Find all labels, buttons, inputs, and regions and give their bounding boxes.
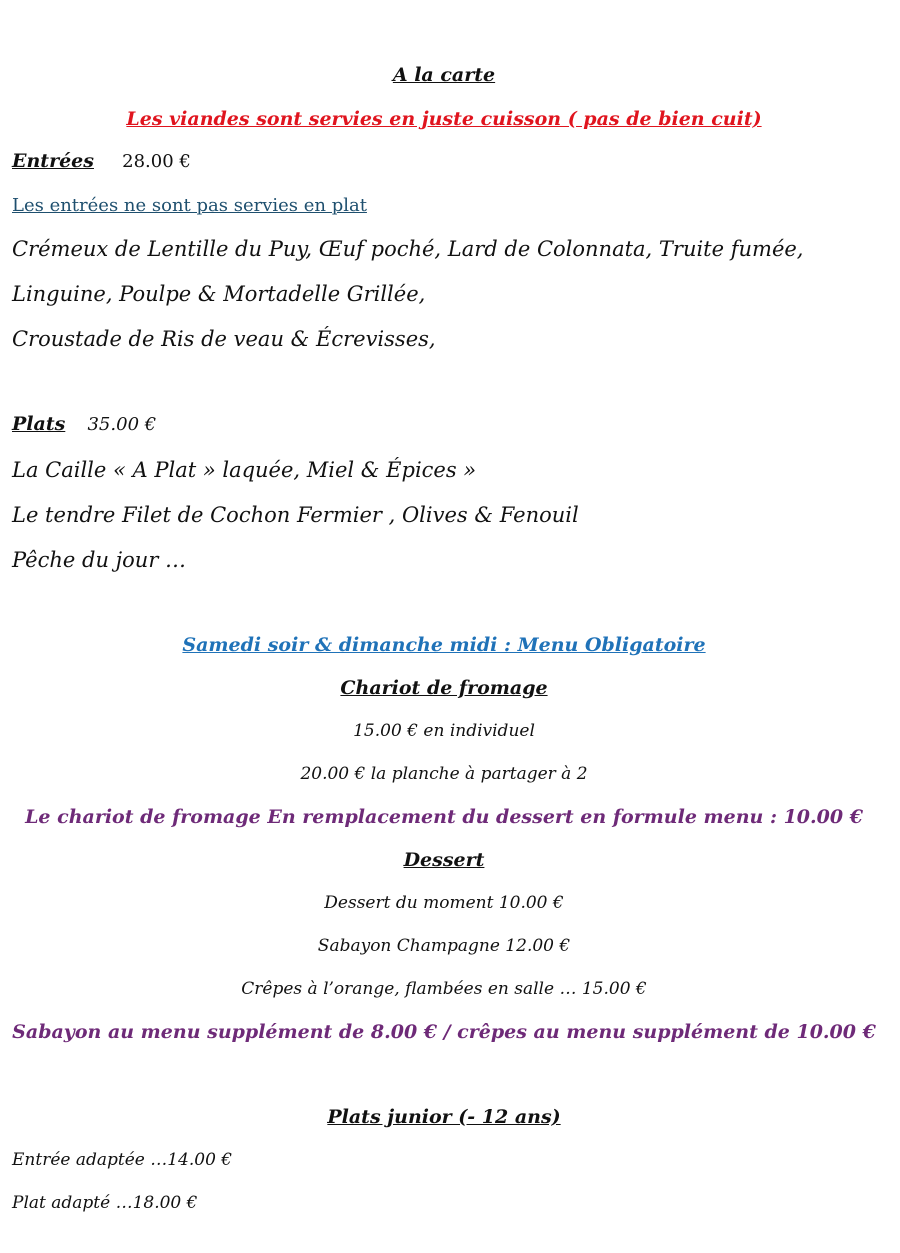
dessert-item: Sabayon Champagne 12.00 €	[317, 936, 571, 956]
dessert-heading: Dessert	[403, 849, 485, 871]
weekend-notice: Samedi soir & dimanche midi : Menu Obligatoire	[182, 634, 706, 656]
dessert-supplement: Sabayon au menu supplément de 8.00 € / crêpes au menu supplément de 10.00 €	[12, 1021, 876, 1043]
plat-item: La Caille « A Plat » laquée, Miel & Épices »	[12, 458, 477, 482]
dessert-item: Dessert du moment 10.00 €	[324, 893, 564, 913]
entree-item: Linguine, Poulpe & Mortadelle Grillée,	[12, 282, 426, 306]
junior-item: Plat adapté …18.00 €	[12, 1193, 198, 1213]
page-title: A la carte	[392, 64, 496, 86]
plat-item: Le tendre Filet de Cochon Fermier , Olives & Fenouil	[12, 503, 579, 527]
entree-item: Croustade de Ris de veau & Écrevisses,	[12, 327, 436, 351]
junior-heading: Plats junior (- 12 ans)	[327, 1106, 561, 1128]
fromage-heading: Chariot de fromage	[340, 677, 548, 699]
entree-item: Crémeux de Lentille du Puy, Œuf poché, Lard de Colonnata, Truite fumée,	[12, 237, 804, 261]
junior-item: Entrée adaptée …14.00 €	[12, 1150, 233, 1170]
plats-heading: Plats	[12, 413, 66, 435]
plats-price: 35.00 €	[87, 414, 157, 435]
entrees-price: 28.00 €	[122, 151, 191, 172]
dessert-item: Crêpes à l’orange, flambées en salle … 15.00 €	[241, 979, 647, 999]
entrees-heading: Entrées	[12, 150, 94, 172]
plats-heading-row	[12, 413, 156, 435]
entrees-note: Les entrées ne sont pas servies en plat	[12, 195, 367, 216]
fromage-supplement: Le chariot de fromage En remplacement du dessert en formule menu : 10.00 €	[25, 806, 863, 828]
cooking-warning: Les viandes sont servies en juste cuisson ( pas de bien cuit)	[126, 108, 762, 130]
entrees-heading-row	[12, 150, 191, 172]
fromage-item: 15.00 € en individuel	[353, 721, 535, 741]
fromage-item: 20.00 € la planche à partager à 2	[300, 764, 588, 784]
plat-item: Pêche du jour …	[12, 548, 187, 572]
